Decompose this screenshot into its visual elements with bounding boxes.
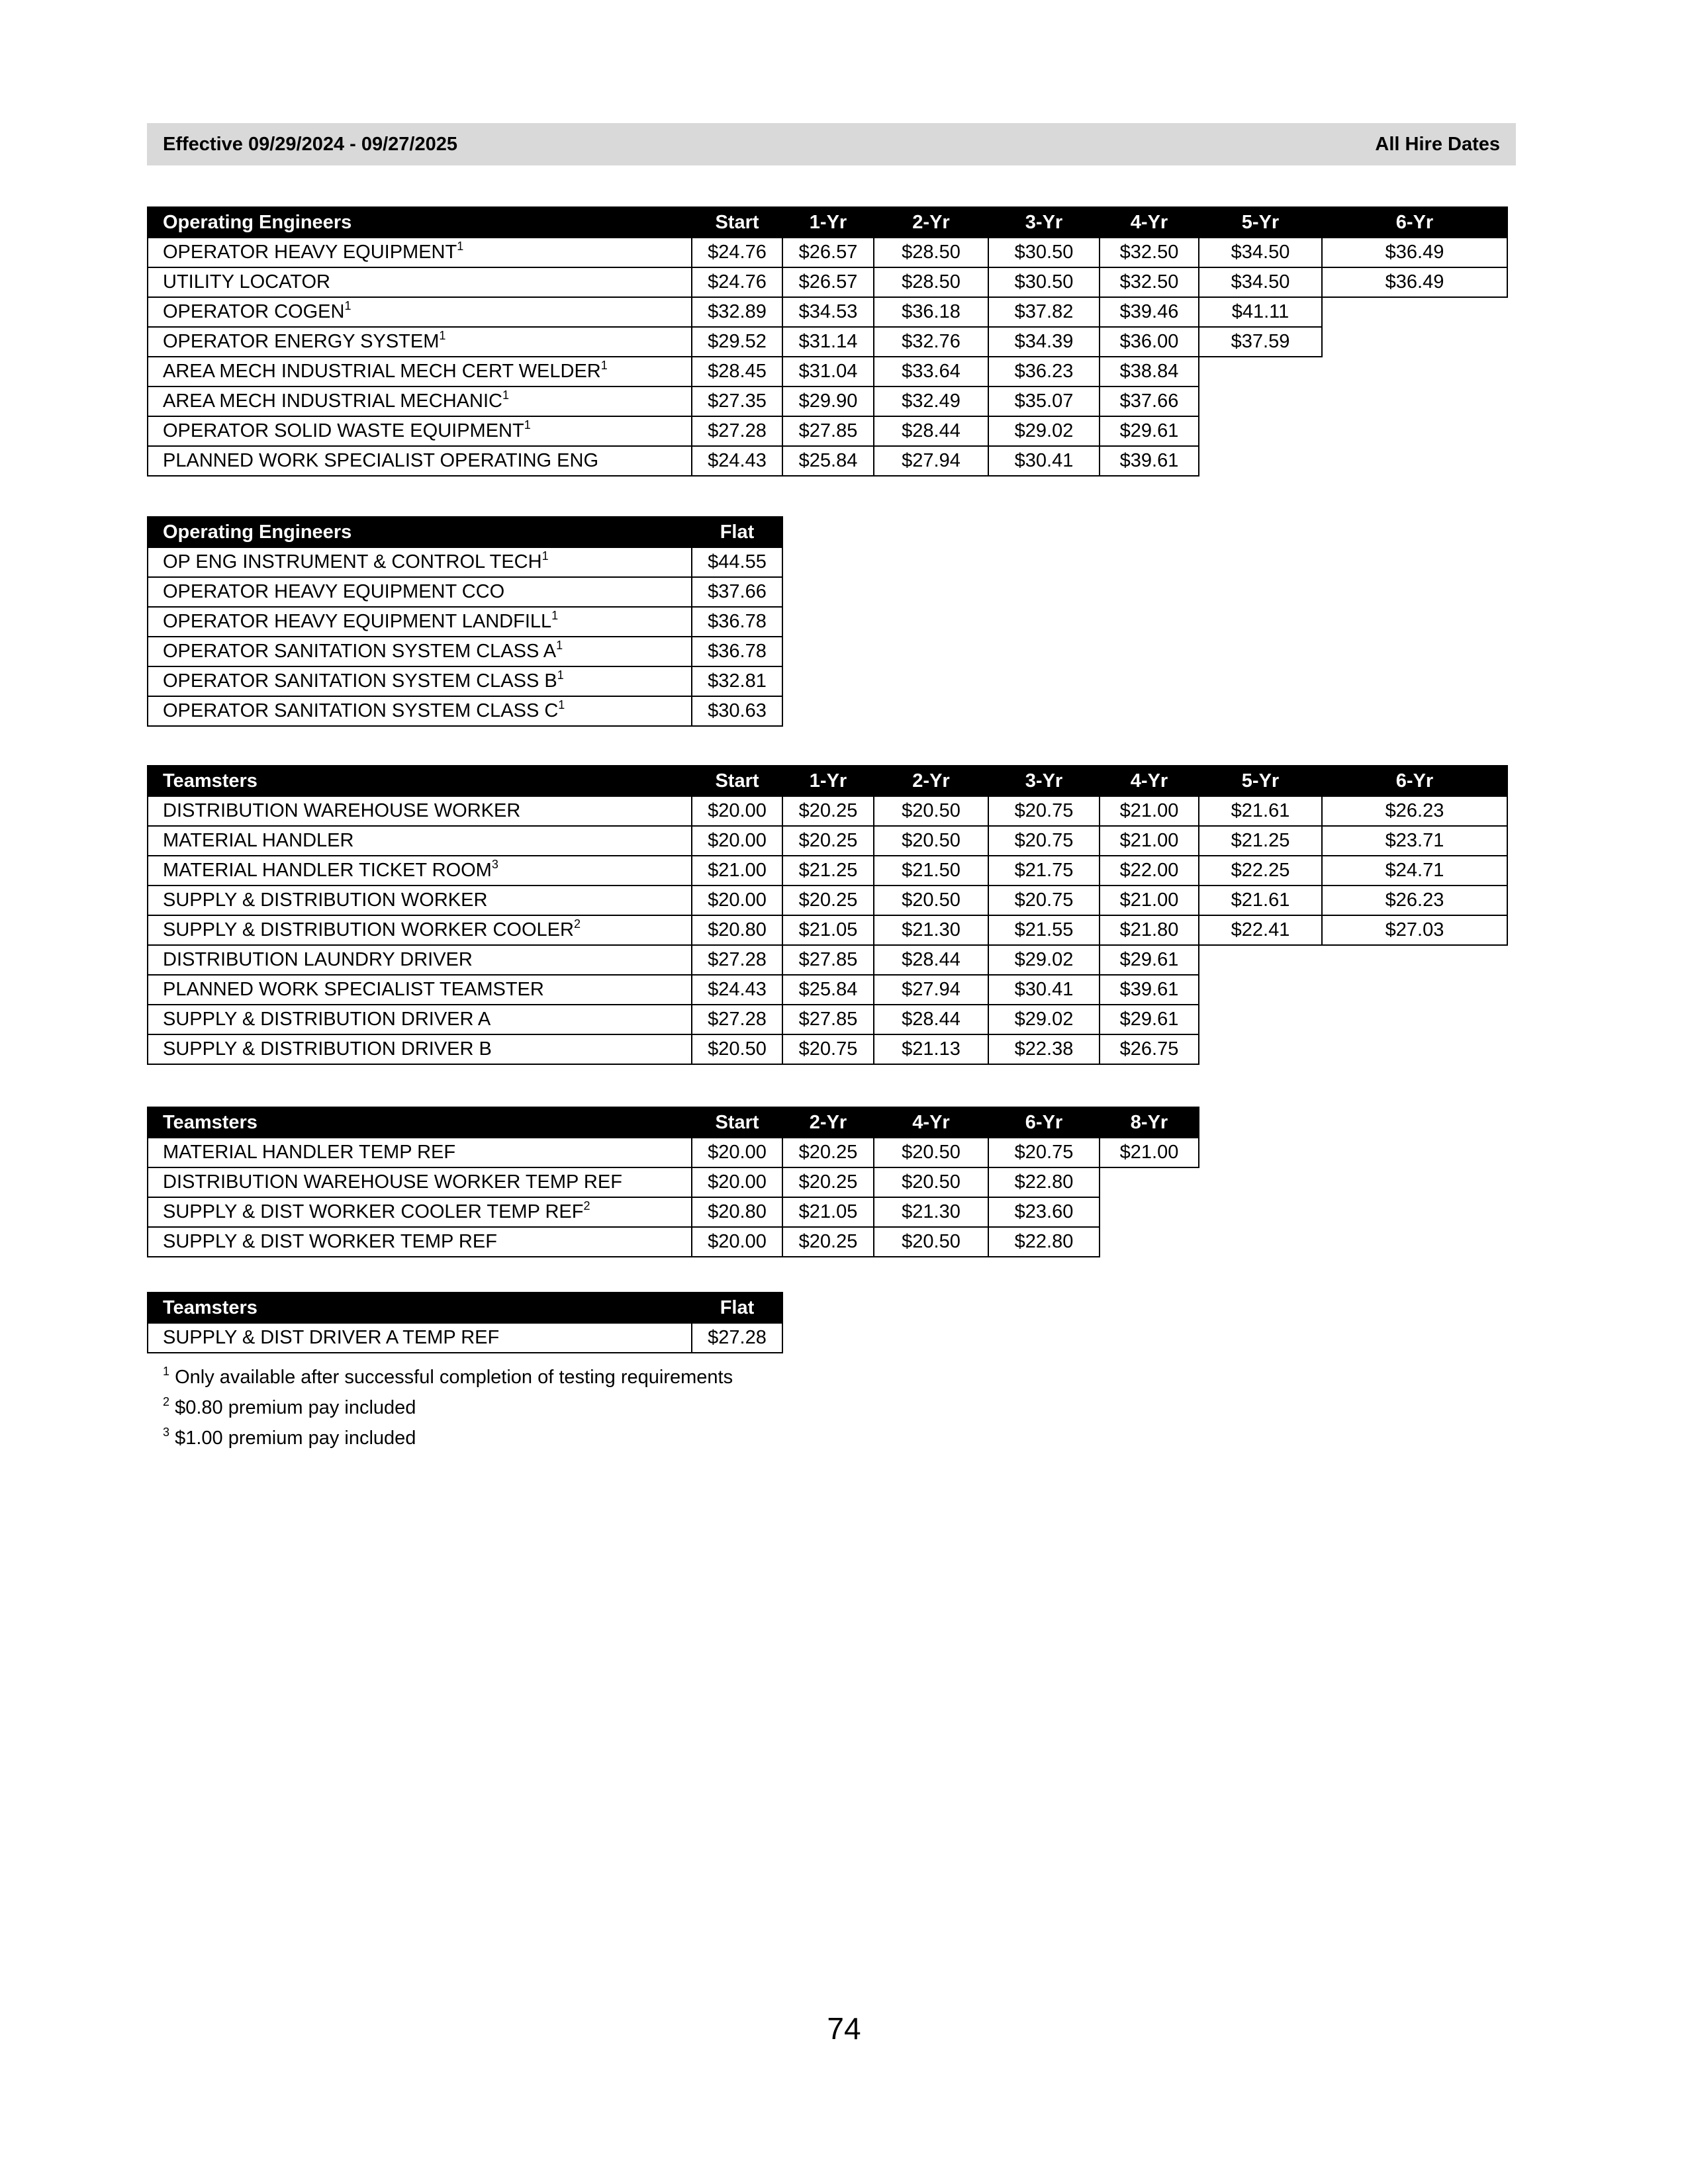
column-header: 4-Yr	[874, 1107, 988, 1138]
rate-cell: $34.39	[988, 327, 1100, 357]
footnote-marker: 1	[558, 698, 565, 711]
empty-cell	[1199, 357, 1322, 387]
rate-cell: $21.55	[988, 915, 1100, 945]
rate-cell: $20.50	[874, 826, 988, 856]
empty-cell	[1322, 297, 1507, 327]
job-title-cell	[148, 547, 692, 577]
rate-cell: $20.25	[782, 826, 874, 856]
rate-cell: $20.50	[874, 1227, 988, 1257]
table-row	[148, 826, 1507, 856]
rate-cell: $28.50	[874, 267, 988, 297]
rate-cell: $26.75	[1100, 1034, 1199, 1064]
pay-rate-table	[147, 1107, 1199, 1257]
footnote-marker: 1	[557, 668, 564, 682]
rate-cell: $28.50	[874, 238, 988, 267]
job-title: UTILITY LOCATOR	[163, 271, 330, 293]
rate-cell: $20.75	[782, 1034, 874, 1064]
rate-cell: $39.61	[1100, 446, 1199, 476]
rate-cell: $24.43	[692, 446, 782, 476]
job-title-cell	[148, 1197, 692, 1227]
job-title-cell	[148, 327, 692, 357]
rate-cell: $21.00	[1100, 796, 1199, 826]
pay-rate-table	[147, 765, 1508, 1065]
table-header-row	[148, 207, 1507, 238]
table-header-row	[148, 517, 782, 547]
rate-cell: $22.38	[988, 1034, 1100, 1064]
rate-cell: $32.50	[1100, 267, 1199, 297]
rate-cell: $32.49	[874, 387, 988, 416]
table-row	[148, 696, 782, 726]
rate-cell: $37.66	[1100, 387, 1199, 416]
job-title-cell	[148, 915, 692, 945]
rate-cell: $21.05	[782, 915, 874, 945]
table-title: Teamsters	[148, 1293, 692, 1323]
footnote-marker: 1	[556, 639, 563, 652]
rate-cell: $20.25	[782, 1167, 874, 1197]
table-row	[148, 327, 1507, 357]
job-title-cell	[148, 886, 692, 915]
footnote-marker: 1	[457, 240, 464, 253]
rate-cell: $34.50	[1199, 238, 1322, 267]
job-title: OPERATOR HEAVY EQUIPMENT	[163, 242, 457, 263]
table-row	[148, 637, 782, 666]
rate-cell: $27.03	[1322, 915, 1507, 945]
rate-cell: $21.61	[1199, 886, 1322, 915]
rate-cell: $25.84	[782, 446, 874, 476]
footnote-marker: 1	[502, 388, 509, 402]
rate-cell: $36.23	[988, 357, 1100, 387]
rate-cell: $29.61	[1100, 1005, 1199, 1034]
job-title: SUPPLY & DIST WORKER TEMP REF	[163, 1231, 497, 1252]
rate-cell: $31.14	[782, 327, 874, 357]
rate-cell: $20.75	[988, 796, 1100, 826]
job-title-cell	[148, 577, 692, 607]
rate-cell: $30.41	[988, 975, 1100, 1005]
rate-cell: $28.44	[874, 1005, 988, 1034]
job-title: SUPPLY & DISTRIBUTION DRIVER B	[163, 1038, 492, 1060]
rate-cell: $20.50	[874, 796, 988, 826]
column-header: Start	[692, 207, 782, 238]
table-row	[148, 1323, 782, 1353]
rate-cell: $27.94	[874, 975, 988, 1005]
rate-cell: $20.00	[692, 886, 782, 915]
table-row	[148, 886, 1507, 915]
rate-cell: $24.71	[1322, 856, 1507, 886]
table-title: Operating Engineers	[148, 517, 692, 547]
rate-cell: $21.50	[874, 856, 988, 886]
footnote-text: $1.00 premium pay included	[175, 1428, 416, 1449]
job-title-cell	[148, 416, 692, 446]
rate-cell: $26.57	[782, 238, 874, 267]
job-title-cell	[148, 297, 692, 327]
rate-cell: $21.30	[874, 915, 988, 945]
empty-cell	[1322, 446, 1507, 476]
column-header: 6-Yr	[1322, 766, 1507, 796]
rate-cell: $27.85	[782, 416, 874, 446]
column-header: 4-Yr	[1100, 766, 1199, 796]
footnote-text: Only available after successful completion of testing requirements	[175, 1367, 733, 1388]
job-title-cell	[148, 1323, 692, 1353]
empty-cell	[1100, 1227, 1199, 1257]
footnote-marker: 1	[551, 609, 559, 622]
footnote-mark: 3	[163, 1426, 170, 1439]
rate-cell: $36.49	[1322, 267, 1507, 297]
rate-cell: $20.75	[988, 1138, 1100, 1167]
job-title-cell	[148, 238, 692, 267]
table-row	[148, 1167, 1199, 1197]
empty-cell	[1322, 416, 1507, 446]
rate-cell: $36.00	[1100, 327, 1199, 357]
job-title: DISTRIBUTION LAUNDRY DRIVER	[163, 949, 473, 970]
job-title-cell	[148, 796, 692, 826]
job-title: OPERATOR ENERGY SYSTEM	[163, 331, 440, 352]
rate-cell: $37.66	[692, 577, 782, 607]
rate-cell: $26.57	[782, 267, 874, 297]
table-header-row	[148, 1107, 1199, 1138]
table-row	[148, 856, 1507, 886]
rate-cell: $21.25	[782, 856, 874, 886]
rate-cell: $25.84	[782, 975, 874, 1005]
job-title: PLANNED WORK SPECIALIST TEAMSTER	[163, 979, 544, 1000]
footnote	[163, 1423, 733, 1453]
column-header: 6-Yr	[988, 1107, 1100, 1138]
column-header: Start	[692, 766, 782, 796]
rate-cell: $22.41	[1199, 915, 1322, 945]
rate-cell: $20.25	[782, 886, 874, 915]
table-row	[148, 945, 1507, 975]
footnote-text: $0.80 premium pay included	[175, 1397, 416, 1418]
rate-cell: $27.28	[692, 416, 782, 446]
table-header-row	[148, 766, 1507, 796]
rate-cell: $20.00	[692, 1227, 782, 1257]
table-row	[148, 267, 1507, 297]
rate-cell: $20.50	[874, 886, 988, 915]
job-title-cell	[148, 1034, 692, 1064]
rate-cell: $21.00	[1100, 1138, 1199, 1167]
rate-cell: $29.02	[988, 1005, 1100, 1034]
pay-rate-table	[147, 516, 783, 727]
pay-rate-table	[147, 206, 1508, 477]
rate-cell: $23.71	[1322, 826, 1507, 856]
job-title: OPERATOR SANITATION SYSTEM CLASS C	[163, 700, 559, 721]
empty-cell	[1322, 945, 1507, 975]
table-row	[148, 357, 1507, 387]
rate-cell: $44.55	[692, 547, 782, 577]
table-row	[148, 796, 1507, 826]
empty-cell	[1100, 1167, 1199, 1197]
job-title: DISTRIBUTION WAREHOUSE WORKER TEMP REF	[163, 1171, 622, 1193]
rate-cell: $21.75	[988, 856, 1100, 886]
table-row	[148, 238, 1507, 267]
rate-cell: $27.35	[692, 387, 782, 416]
rate-cell: $21.13	[874, 1034, 988, 1064]
table-row	[148, 1138, 1199, 1167]
rate-cell: $21.80	[1100, 915, 1199, 945]
job-title-cell	[148, 856, 692, 886]
rate-cell: $23.60	[988, 1197, 1100, 1227]
footnote-marker: 1	[600, 359, 608, 372]
rate-cell: $22.80	[988, 1167, 1100, 1197]
rate-cell: $20.00	[692, 796, 782, 826]
rate-cell: $28.45	[692, 357, 782, 387]
job-title: SUPPLY & DIST WORKER COOLER TEMP REF	[163, 1201, 584, 1222]
rate-cell: $27.28	[692, 1005, 782, 1034]
empty-cell	[1199, 1005, 1322, 1034]
rate-cell: $32.76	[874, 327, 988, 357]
rate-cell: $21.00	[1100, 886, 1199, 915]
rate-cell: $20.75	[988, 886, 1100, 915]
rate-cell: $29.52	[692, 327, 782, 357]
rate-cell: $21.25	[1199, 826, 1322, 856]
rate-cell: $27.94	[874, 446, 988, 476]
rate-cell: $24.76	[692, 238, 782, 267]
rate-cell: $41.11	[1199, 297, 1322, 327]
table-row	[148, 975, 1507, 1005]
rate-cell: $20.00	[692, 1138, 782, 1167]
empty-cell	[1199, 945, 1322, 975]
footnote-marker: 2	[583, 1199, 590, 1212]
footnote	[163, 1392, 733, 1423]
job-title-cell	[148, 607, 692, 637]
job-title: AREA MECH INDUSTRIAL MECHANIC	[163, 390, 502, 412]
job-title: OPERATOR COGEN	[163, 301, 345, 322]
table-title: Operating Engineers	[148, 207, 692, 238]
column-header: 3-Yr	[988, 766, 1100, 796]
rate-cell: $32.89	[692, 297, 782, 327]
rate-cell: $20.50	[874, 1138, 988, 1167]
job-title: OP ENG INSTRUMENT & CONTROL TECH	[163, 551, 542, 572]
rate-cell: $20.25	[782, 1138, 874, 1167]
rate-cell: $36.18	[874, 297, 988, 327]
table-header-row	[148, 1293, 782, 1323]
job-title-cell	[148, 446, 692, 476]
table-row	[148, 1197, 1199, 1227]
rate-cell: $20.25	[782, 796, 874, 826]
rate-cell: $27.28	[692, 945, 782, 975]
column-header: 1-Yr	[782, 207, 874, 238]
rate-cell: $37.59	[1199, 327, 1322, 357]
rate-cell: $36.78	[692, 637, 782, 666]
table-row	[148, 1034, 1507, 1064]
job-title-cell	[148, 1005, 692, 1034]
empty-cell	[1322, 1034, 1507, 1064]
empty-cell	[1322, 357, 1507, 387]
job-title-cell	[148, 1138, 692, 1167]
column-header: 8-Yr	[1100, 1107, 1199, 1138]
rate-cell: $30.63	[692, 696, 782, 726]
rate-cell: $33.64	[874, 357, 988, 387]
rate-cell: $20.00	[692, 826, 782, 856]
column-header: 6-Yr	[1322, 207, 1507, 238]
job-title: OPERATOR HEAVY EQUIPMENT CCO	[163, 581, 505, 602]
rate-cell: $21.05	[782, 1197, 874, 1227]
rate-cell: $21.00	[692, 856, 782, 886]
footnote-mark: 2	[163, 1395, 170, 1408]
rate-cell: $20.80	[692, 915, 782, 945]
rate-cell: $27.28	[692, 1323, 782, 1353]
rate-cell: $32.81	[692, 666, 782, 696]
column-header: 4-Yr	[1100, 207, 1199, 238]
rate-cell: $20.25	[782, 1227, 874, 1257]
rate-cell: $20.50	[874, 1167, 988, 1197]
rate-cell: $29.61	[1100, 945, 1199, 975]
empty-cell	[1322, 327, 1507, 357]
job-title-cell	[148, 387, 692, 416]
rate-cell: $20.80	[692, 1197, 782, 1227]
column-header: 5-Yr	[1199, 766, 1322, 796]
effective-date-range: Effective 09/29/2024 - 09/27/2025	[163, 133, 457, 155]
column-header: 3-Yr	[988, 207, 1100, 238]
rate-cell: $21.00	[1100, 826, 1199, 856]
job-title: OPERATOR HEAVY EQUIPMENT LANDFILL	[163, 611, 552, 632]
hire-dates-label: All Hire Dates	[1375, 133, 1500, 155]
footnote-marker: 3	[491, 858, 498, 871]
column-header: Flat	[692, 517, 782, 547]
job-title-cell	[148, 975, 692, 1005]
column-header: 1-Yr	[782, 766, 874, 796]
job-title: OPERATOR SOLID WASTE EQUIPMENT	[163, 420, 524, 441]
job-title-cell	[148, 267, 692, 297]
rate-cell: $27.85	[782, 945, 874, 975]
empty-cell	[1322, 387, 1507, 416]
rate-cell: $22.25	[1199, 856, 1322, 886]
job-title-cell	[148, 1167, 692, 1197]
job-title: MATERIAL HANDLER TEMP REF	[163, 1142, 456, 1163]
empty-cell	[1100, 1197, 1199, 1227]
effective-dates-banner	[147, 123, 1516, 165]
column-header: 2-Yr	[874, 766, 988, 796]
table-row	[148, 666, 782, 696]
empty-cell	[1199, 416, 1322, 446]
column-header: 2-Yr	[874, 207, 988, 238]
job-title-cell	[148, 357, 692, 387]
rate-cell: $37.82	[988, 297, 1100, 327]
rate-cell: $29.02	[988, 416, 1100, 446]
rate-cell: $34.53	[782, 297, 874, 327]
job-title-cell	[148, 666, 692, 696]
rate-cell: $30.41	[988, 446, 1100, 476]
table-row	[148, 387, 1507, 416]
footnote-marker: 1	[439, 329, 446, 342]
job-title: SUPPLY & DISTRIBUTION WORKER COOLER	[163, 919, 574, 940]
rate-cell: $36.78	[692, 607, 782, 637]
rate-cell: $29.02	[988, 945, 1100, 975]
table-row	[148, 607, 782, 637]
footnote-mark: 1	[163, 1365, 170, 1378]
rate-cell: $26.23	[1322, 886, 1507, 915]
rate-cell: $21.61	[1199, 796, 1322, 826]
rate-cell: $34.50	[1199, 267, 1322, 297]
rate-cell: $39.46	[1100, 297, 1199, 327]
empty-cell	[1199, 975, 1322, 1005]
footnote	[163, 1362, 733, 1392]
rate-cell: $21.30	[874, 1197, 988, 1227]
job-title: SUPPLY & DIST DRIVER A TEMP REF	[163, 1327, 500, 1348]
table-row	[148, 1227, 1199, 1257]
rate-cell: $22.00	[1100, 856, 1199, 886]
table-row	[148, 446, 1507, 476]
rate-cell: $30.50	[988, 267, 1100, 297]
footnote-marker: 2	[573, 917, 581, 931]
job-title-cell	[148, 1227, 692, 1257]
rate-cell: $35.07	[988, 387, 1100, 416]
rate-cell: $39.61	[1100, 975, 1199, 1005]
footnotes	[163, 1362, 733, 1453]
empty-cell	[1199, 387, 1322, 416]
rate-cell: $28.44	[874, 945, 988, 975]
rate-cell: $36.49	[1322, 238, 1507, 267]
table-title: Teamsters	[148, 766, 692, 796]
column-header: 5-Yr	[1199, 207, 1322, 238]
rate-cell: $30.50	[988, 238, 1100, 267]
rate-cell: $32.50	[1100, 238, 1199, 267]
rate-cell: $31.04	[782, 357, 874, 387]
rate-cell: $24.43	[692, 975, 782, 1005]
job-title: OPERATOR SANITATION SYSTEM CLASS A	[163, 641, 557, 662]
job-title-cell	[148, 826, 692, 856]
column-header: Start	[692, 1107, 782, 1138]
job-title: OPERATOR SANITATION SYSTEM CLASS B	[163, 670, 557, 692]
job-title: MATERIAL HANDLER	[163, 830, 354, 851]
footnote-marker: 1	[541, 549, 549, 563]
job-title: SUPPLY & DISTRIBUTION WORKER	[163, 889, 488, 911]
rate-cell: $20.75	[988, 826, 1100, 856]
table-row	[148, 547, 782, 577]
job-title: AREA MECH INDUSTRIAL MECH CERT WELDER	[163, 361, 601, 382]
empty-cell	[1322, 1005, 1507, 1034]
rate-cell: $29.61	[1100, 416, 1199, 446]
column-header: 2-Yr	[782, 1107, 874, 1138]
rate-cell: $38.84	[1100, 357, 1199, 387]
empty-cell	[1199, 1034, 1322, 1064]
table-row	[148, 297, 1507, 327]
table-row	[148, 915, 1507, 945]
empty-cell	[1199, 446, 1322, 476]
table-row	[148, 1005, 1507, 1034]
pay-rate-table	[147, 1292, 783, 1353]
rate-cell: $29.90	[782, 387, 874, 416]
job-title: MATERIAL HANDLER TICKET ROOM	[163, 860, 492, 881]
job-title: DISTRIBUTION WAREHOUSE WORKER	[163, 800, 521, 821]
job-title: SUPPLY & DISTRIBUTION DRIVER A	[163, 1009, 491, 1030]
table-row	[148, 416, 1507, 446]
job-title-cell	[148, 637, 692, 666]
job-title-cell	[148, 945, 692, 975]
rate-cell: $27.85	[782, 1005, 874, 1034]
job-title: PLANNED WORK SPECIALIST OPERATING ENG	[163, 450, 599, 471]
rate-cell: $20.50	[692, 1034, 782, 1064]
empty-cell	[1322, 975, 1507, 1005]
rate-cell: $26.23	[1322, 796, 1507, 826]
table-row	[148, 577, 782, 607]
table-title: Teamsters	[148, 1107, 692, 1138]
rate-cell: $22.80	[988, 1227, 1100, 1257]
rate-cell: $28.44	[874, 416, 988, 446]
job-title-cell	[148, 696, 692, 726]
rate-cell: $24.76	[692, 267, 782, 297]
rate-cell: $20.00	[692, 1167, 782, 1197]
footnote-marker: 1	[344, 299, 352, 312]
footnote-marker: 1	[524, 418, 531, 432]
page-number: 74	[827, 2011, 861, 2046]
column-header: Flat	[692, 1293, 782, 1323]
